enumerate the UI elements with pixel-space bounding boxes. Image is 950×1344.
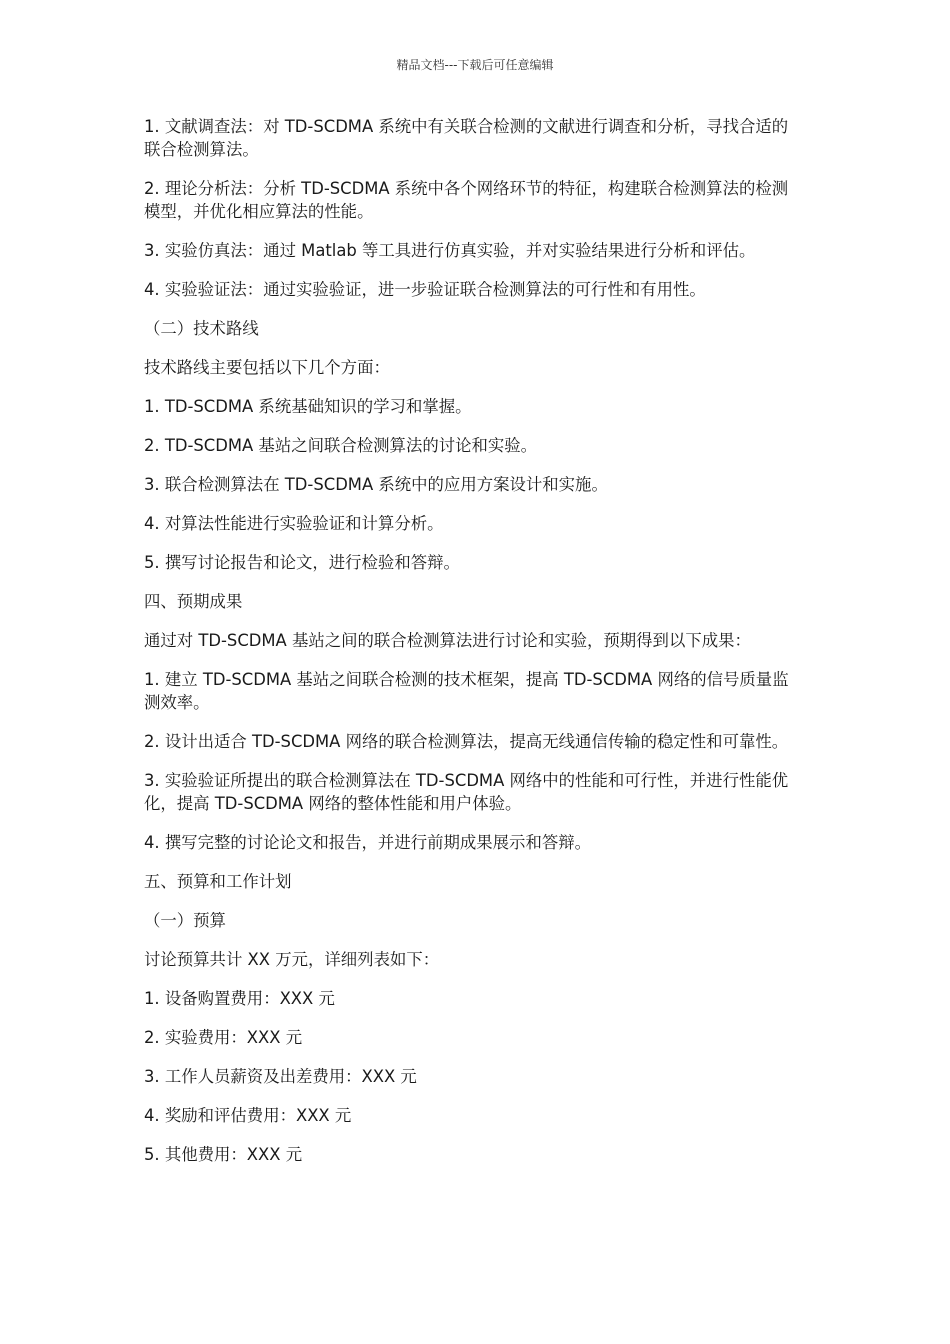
route-item-5: 5. 撰写讨论报告和论文，进行检验和答辩。 — [144, 553, 460, 572]
page-header: 精品文档---下载后可任意编辑 — [396, 58, 554, 72]
result-item-4: 4. 撰写完整的讨论论文和报告，并进行前期成果展示和答辩。 — [144, 833, 592, 852]
expected-results-intro: 通过对 TD-SCDMA 基站之间的联合检测算法进行讨论和实验，预期得到以下成果： — [144, 631, 751, 650]
budget-intro: 讨论预算共计 XX 万元，详细列表如下： — [144, 950, 440, 969]
budget-item-1: 1. 设备购置费用：XXX 元 — [144, 989, 335, 1008]
result-item-2: 2. 设计出适合 TD-SCDMA 网络的联合检测算法，提高无线通信传输的稳定性和可靠性。 — [144, 732, 789, 751]
result-item-3: 3. 实验验证所提出的联合检测算法在 TD-SCDMA 网络中的性能和可行性，并进行性能优化，提高 TD-SCDMA 网络的整体性能和用户体验。 — [144, 771, 789, 813]
budget-item-3: 3. 工作人员薪资及出差费用：XXX 元 — [144, 1067, 417, 1086]
route-item-1: 1. TD-SCDMA 系统基础知识的学习和掌握。 — [144, 397, 472, 416]
budget-item-2: 2. 实验费用：XXX 元 — [144, 1028, 303, 1047]
method-item-4: 4. 实验验证法：通过实验验证，进一步验证联合检测算法的可行性和有用性。 — [144, 280, 706, 299]
route-item-3: 3. 联合检测算法在 TD-SCDMA 系统中的应用方案设计和实施。 — [144, 475, 608, 494]
method-item-1: 1. 文献调查法：对 TD-SCDMA 系统中有关联合检测的文献进行调查和分析，寻找合适的联合检测算法。 — [144, 117, 789, 159]
budget-item-5: 5. 其他费用：XXX 元 — [144, 1145, 303, 1164]
section-heading-technical-route: （二）技术路线 — [144, 319, 259, 338]
method-item-2: 2. 理论分析法：分析 TD-SCDMA 系统中各个网络环节的特征，构建联合检测算法的检测模型，并优化相应算法的性能。 — [144, 179, 789, 221]
method-item-3: 3. 实验仿真法：通过 Matlab 等工具进行仿真实验，并对实验结果进行分析和评估。 — [144, 241, 756, 260]
document-body — [144, 115, 804, 1182]
section-heading-budget: （一）预算 — [144, 911, 226, 930]
result-item-1: 1. 建立 TD-SCDMA 基站之间联合检测的技术框架，提高 TD-SCDMA 网络的信号质量监测效率。 — [144, 670, 789, 712]
route-item-2: 2. TD-SCDMA 基站之间联合检测算法的讨论和实验。 — [144, 436, 538, 455]
section-heading-expected-results: 四、预期成果 — [144, 592, 243, 611]
route-item-4: 4. 对算法性能进行实验验证和计算分析。 — [144, 514, 444, 533]
budget-item-4: 4. 奖励和评估费用：XXX 元 — [144, 1106, 352, 1125]
technical-route-intro: 技术路线主要包括以下几个方面： — [144, 358, 390, 377]
section-heading-budget-plan: 五、预算和工作计划 — [144, 872, 292, 891]
